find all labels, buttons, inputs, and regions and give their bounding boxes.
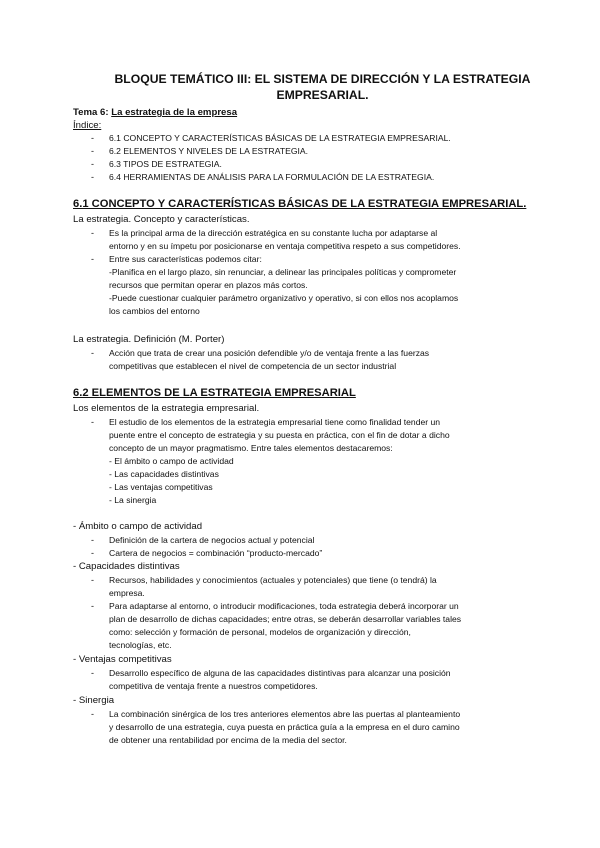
paragraph-line: tecnologías, etc. <box>109 640 172 650</box>
topic-name: La estrategia de la empresa <box>111 107 238 118</box>
paragraph-line: puente entre el concepto de estrategia y su puesta en práctica, con el fin de dotar a dicho <box>109 430 450 440</box>
paragraph-line: Cartera de negocios = combinación “producto-mercado” <box>109 548 323 558</box>
topic-line <box>73 106 237 119</box>
bullet-dash: - <box>91 535 94 545</box>
paragraph-line: empresa. <box>109 588 145 598</box>
paragraph-line: y desarrollo de una estrategia, cuya puesta en práctica guía a la empresa en el duro camino <box>109 722 460 732</box>
section-heading: 6.1 CONCEPTO Y CARACTERÍSTICAS BÁSICAS DE LA ESTRATEGIA EMPRESARIAL. <box>73 198 527 210</box>
bullet-dash: - <box>91 254 94 264</box>
subheading: Los elementos de la estrategia empresarial. <box>73 403 260 414</box>
bullet-dash: - <box>91 417 94 427</box>
paragraph-line: El estudio de los elementos de la estrategia empresarial tiene como finalidad tender un <box>109 417 441 427</box>
bullet-dash: - <box>91 709 94 719</box>
paragraph-line: Para adaptarse al entorno, o introducir modificaciones, toda estrategia deberá incorporar un <box>109 601 459 611</box>
paragraph-line: de obtener una rentabilidad por encima de la media del sector. <box>109 735 347 745</box>
bullet-dash: - <box>91 668 94 678</box>
index-heading: Índice: <box>73 120 102 131</box>
paragraph-line: -Puede cuestionar cualquier parámetro organizativo y operativo, si con ellos nos acoplamos <box>109 293 459 303</box>
bullet-dash: - <box>91 548 94 558</box>
paragraph-line: competitivas que establecen el nivel de competencia de un sector industrial <box>109 361 397 371</box>
bullet-dash: - <box>91 228 94 238</box>
bullet-dash: - <box>91 133 94 143</box>
subheading: La estrategia. Definición (M. Porter) <box>73 334 225 345</box>
bullet-dash: - <box>91 348 94 358</box>
element-title: - Capacidades distintivas <box>73 561 180 572</box>
element-list-item: - Las capacidades distintivas <box>109 469 219 479</box>
paragraph-line: como: selección y formación de personal, modelos de organización y dirección, <box>109 627 411 637</box>
paragraph-line: entorno y en su ímpetu por posicionarse en ventaja competitiva respeto a sus competidores. <box>109 241 461 251</box>
paragraph-line: La combinación sinérgica de los tres anteriores elementos abre las puertas al planteamiento <box>109 709 461 719</box>
element-title: - Ámbito o campo de actividad <box>73 521 203 532</box>
subheading: La estrategia. Concepto y características. <box>73 214 250 225</box>
bullet-dash: - <box>91 601 94 611</box>
paragraph-line: Es la principal arma de la dirección estratégica en su constante lucha por adaptarse al <box>109 228 438 238</box>
paragraph-line: plan de desarrollo de dichas capacidades; entre otras, se deberán desarrollar variables tales <box>109 614 462 624</box>
bullet-dash: - <box>91 146 94 156</box>
paragraph-line: Desarrollo específico de alguna de las capacidades distintivas para alcanzar una posición <box>109 668 451 678</box>
bullet-dash: - <box>91 159 94 169</box>
topic-prefix: Tema 6: <box>73 107 112 118</box>
element-title: - Sinergia <box>73 695 115 706</box>
element-list-item: - Las ventajas competitivas <box>109 482 213 492</box>
index-item: 6.4 HERRAMIENTAS DE ANÁLISIS PARA LA FORMULACIÓN DE LA ESTRATEGIA. <box>109 172 435 182</box>
paragraph-line: concepto de un mayor pragmatismo. Entre tales elementos destacaremos: <box>109 443 393 453</box>
bullet-dash: - <box>91 172 94 182</box>
index-item: 6.3 TIPOS DE ESTRATEGIA. <box>109 159 222 169</box>
index-item: 6.2 ELEMENTOS Y NIVELES DE LA ESTRATEGIA. <box>109 146 309 156</box>
document-title: BLOQUE TEMÁTICO III: EL SISTEMA DE DIRECCIÓN Y LA ESTRATEGIA EMPRESARIAL. <box>114 72 531 102</box>
paragraph-line: Definición de la cartera de negocios actual y potencial <box>109 535 315 545</box>
element-list-item: - El ámbito o campo de actividad <box>109 456 234 466</box>
paragraph-line: Recursos, habilidades y conocimientos (actuales y potenciales) que tiene (o tendrá) la <box>109 575 437 585</box>
paragraph-line: Acción que trata de crear una posición defendible y/o de ventaja frente a las fuerzas <box>109 348 430 358</box>
bullet-dash: - <box>91 575 94 585</box>
paragraph-line: competitiva de ventaja frente a nuestros competidores. <box>109 681 318 691</box>
paragraph-line: -Planifica en el largo plazo, sin renunciar, a delinear las principales políticas y comprometer <box>109 267 457 277</box>
paragraph-line: los cambios del entorno <box>109 306 200 316</box>
paragraph-line: recursos que permitan operar en plazos más cortos. <box>109 280 308 290</box>
index-item: 6.1 CONCEPTO Y CARACTERÍSTICAS BÁSICAS DE LA ESTRATEGIA EMPRESARIAL. <box>109 133 451 143</box>
section-heading: 6.2 ELEMENTOS DE LA ESTRATEGIA EMPRESARIAL <box>73 387 356 399</box>
element-title: - Ventajas competitivas <box>73 654 172 665</box>
element-list-item: - La sinergia <box>109 495 157 505</box>
paragraph-line: Entre sus características podemos citar: <box>109 254 262 264</box>
